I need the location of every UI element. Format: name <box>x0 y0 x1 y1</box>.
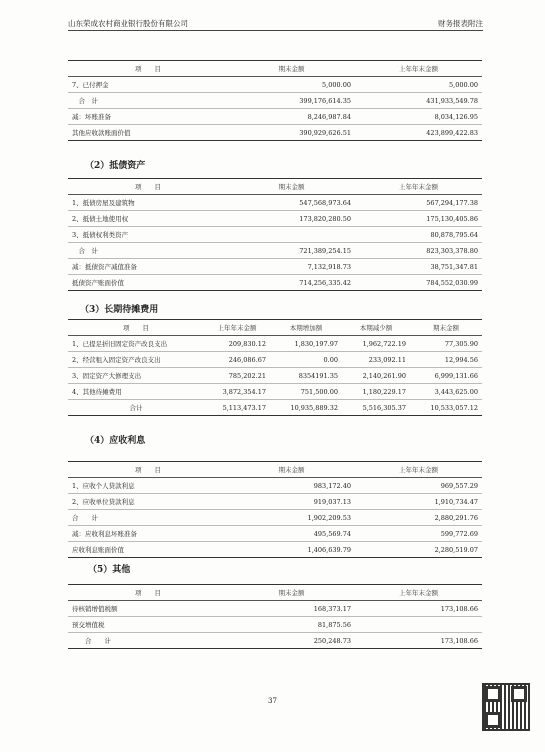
cell-value: 246,086.67 <box>204 352 270 368</box>
row-label: 合计 <box>68 400 204 416</box>
cell-value: 0.00 <box>270 352 342 368</box>
column-header: 项 目 <box>68 320 204 336</box>
row-label: 1、抵债房屋及建筑物 <box>68 195 228 211</box>
table-row <box>68 336 482 352</box>
column-header: 本期增加额 <box>270 320 342 336</box>
table-row <box>68 352 482 368</box>
section-title: （4）应收利息 <box>85 436 146 446</box>
cell-value: 77,305.90 <box>410 336 482 352</box>
row-label: 1、已提足折旧固定资产改良支出 <box>68 336 204 352</box>
column-header: 项 目 <box>68 61 228 77</box>
section-title: （2）抵债资产 <box>85 161 146 171</box>
cell-value: 2,140,261.90 <box>342 368 410 384</box>
cell-value: 969,557.29 <box>355 478 482 494</box>
column-header: 期末金额 <box>228 179 355 195</box>
cell-value: 1,830,197.97 <box>270 336 342 352</box>
row-label: 7、已付押金 <box>68 77 228 93</box>
table-row <box>68 526 482 542</box>
section-title: （3）长期待摊费用 <box>80 305 159 315</box>
column-header: 上年年末金额 <box>204 320 270 336</box>
cell-value: 1,902,209.53 <box>228 510 355 526</box>
table-header-row <box>68 179 482 195</box>
cell-value: 173,108.66 <box>355 633 482 649</box>
row-label: 2、经营租入固定资产改良支出 <box>68 352 204 368</box>
table-row <box>68 109 482 125</box>
column-header: 上年年末金额 <box>355 179 482 195</box>
cell-value: 5,516,305.37 <box>342 400 410 416</box>
cell-value: 175,130,405.86 <box>355 211 482 227</box>
table-header-row <box>68 462 482 478</box>
row-label: 4、其他待摊费用 <box>68 384 204 400</box>
cell-value: 5,113,473.17 <box>204 400 270 416</box>
table-row <box>68 601 482 617</box>
cell-value: 173,820,280.50 <box>228 211 355 227</box>
column-header: 上年年末金额 <box>355 462 482 478</box>
row-label: 减：坏账准备 <box>68 109 228 125</box>
cell-value: 919,037.13 <box>228 494 355 510</box>
table-row <box>68 195 482 211</box>
row-label: 合 计 <box>68 510 228 526</box>
cell-value: 10,533,057.12 <box>410 400 482 416</box>
table-row <box>68 93 482 109</box>
cell-value: 390,929,626.51 <box>228 125 355 141</box>
cell-value: 599,772.69 <box>355 526 482 542</box>
cell-value: 714,256,335.42 <box>228 275 355 291</box>
row-label: 合 计 <box>68 633 228 649</box>
table-row <box>68 510 482 526</box>
qr-code-icon <box>482 683 530 731</box>
cell-value <box>355 617 482 633</box>
row-label: 减：抵债资产减值准备 <box>68 259 228 275</box>
page-header <box>68 16 483 31</box>
long-term-prepaid-expenses-table <box>68 319 482 416</box>
cell-value: 1,910,734.47 <box>355 494 482 510</box>
table-header-row <box>68 320 482 336</box>
cell-value: 6,999,131.66 <box>410 368 482 384</box>
row-label: 减：应收利息坏账准备 <box>68 526 228 542</box>
cell-value: 1,406,639.79 <box>228 542 355 558</box>
cell-value: 2,280,519.07 <box>355 542 482 558</box>
column-header: 项 目 <box>68 179 228 195</box>
cell-value: 10,935,889.32 <box>270 400 342 416</box>
cell-value: 495,569.74 <box>228 526 355 542</box>
row-label: 3、固定资产大修理支出 <box>68 368 204 384</box>
cell-value: 823,303,378.80 <box>355 243 482 259</box>
report-title: 财务报表附注 <box>438 19 483 28</box>
cell-value: 784,552,030.99 <box>355 275 482 291</box>
cell-value: 1,180,229.17 <box>342 384 410 400</box>
cell-value: 547,568,973.64 <box>228 195 355 211</box>
row-label: 3、抵债权利类资产 <box>68 227 228 243</box>
row-label: 应收利息账面价值 <box>68 542 228 558</box>
table-row <box>68 400 482 416</box>
table-row <box>68 243 482 259</box>
column-header: 期末金额 <box>228 462 355 478</box>
cell-value: 399,176,614.35 <box>228 93 355 109</box>
row-label: 合 计 <box>68 93 228 109</box>
cell-value: 721,389,254.15 <box>228 243 355 259</box>
cell-value: 12,994.56 <box>410 352 482 368</box>
other-receivables-table <box>68 60 482 141</box>
table-row <box>68 227 482 243</box>
cell-value: 1,962,722.19 <box>342 336 410 352</box>
table-row <box>68 368 482 384</box>
table-row <box>68 125 482 141</box>
cell-value: 983,172.40 <box>228 478 355 494</box>
column-header: 本期减少额 <box>342 320 410 336</box>
table-row <box>68 275 482 291</box>
cell-value: 250,248.73 <box>228 633 355 649</box>
cell-value: 8,246,987.84 <box>228 109 355 125</box>
column-header: 上年年末金额 <box>355 585 482 601</box>
cell-value: 80,878,795.64 <box>355 227 482 243</box>
column-header: 期末金额 <box>228 61 355 77</box>
cell-value: 173,108.66 <box>355 601 482 617</box>
row-label: 合 计 <box>68 243 228 259</box>
cell-value: 168,373.17 <box>228 601 355 617</box>
column-header: 项 目 <box>68 462 228 478</box>
cell-value: 209,830.12 <box>204 336 270 352</box>
row-label: 待核销增值税额 <box>68 601 228 617</box>
row-label: 2、抵债土地使用权 <box>68 211 228 227</box>
row-label: 预交增值税 <box>68 617 228 633</box>
cell-value: 431,933,549.78 <box>355 93 482 109</box>
other-items-table <box>68 584 482 649</box>
section-title: （5）其他 <box>88 565 131 575</box>
foreclosed-assets-table <box>68 178 482 291</box>
row-label: 2、应收单位贷款利息 <box>68 494 228 510</box>
cell-value: 7,132,918.73 <box>228 259 355 275</box>
cell-value: 3,443,625.00 <box>410 384 482 400</box>
table-row <box>68 617 482 633</box>
cell-value: 8,034,126.95 <box>355 109 482 125</box>
cell-value: 2,880,291.76 <box>355 510 482 526</box>
table-row <box>68 478 482 494</box>
cell-value: 233,092.11 <box>342 352 410 368</box>
table-row <box>68 542 482 558</box>
row-label: 抵债资产账面价值 <box>68 275 228 291</box>
table-header-row <box>68 585 482 601</box>
table-row <box>68 77 482 93</box>
row-label: 1、应收个人贷款利息 <box>68 478 228 494</box>
cell-value <box>228 227 355 243</box>
column-header: 上年年末金额 <box>355 61 482 77</box>
table-row <box>68 494 482 510</box>
cell-value: 8354191.35 <box>270 368 342 384</box>
interest-receivable-table <box>68 461 482 558</box>
cell-value: 38,751,347.81 <box>355 259 482 275</box>
cell-value: 423,899,422.83 <box>355 125 482 141</box>
column-header: 期末金额 <box>410 320 482 336</box>
cell-value: 81,875.56 <box>228 617 355 633</box>
table-header-row <box>68 61 482 77</box>
cell-value: 3,872,354.17 <box>204 384 270 400</box>
column-header: 项 目 <box>68 585 228 601</box>
table-row <box>68 211 482 227</box>
table-row <box>68 259 482 275</box>
cell-value: 5,000.00 <box>228 77 355 93</box>
page-number: 37 <box>268 697 277 705</box>
cell-value: 751,500.00 <box>270 384 342 400</box>
company-name: 山东荣成农村商业银行股份有限公司 <box>68 19 188 28</box>
table-row <box>68 384 482 400</box>
row-label: 其他应收款账面价值 <box>68 125 228 141</box>
column-header: 期末金额 <box>228 585 355 601</box>
table-row <box>68 633 482 649</box>
cell-value: 567,294,177.38 <box>355 195 482 211</box>
cell-value: 5,000.00 <box>355 77 482 93</box>
cell-value: 785,202.21 <box>204 368 270 384</box>
